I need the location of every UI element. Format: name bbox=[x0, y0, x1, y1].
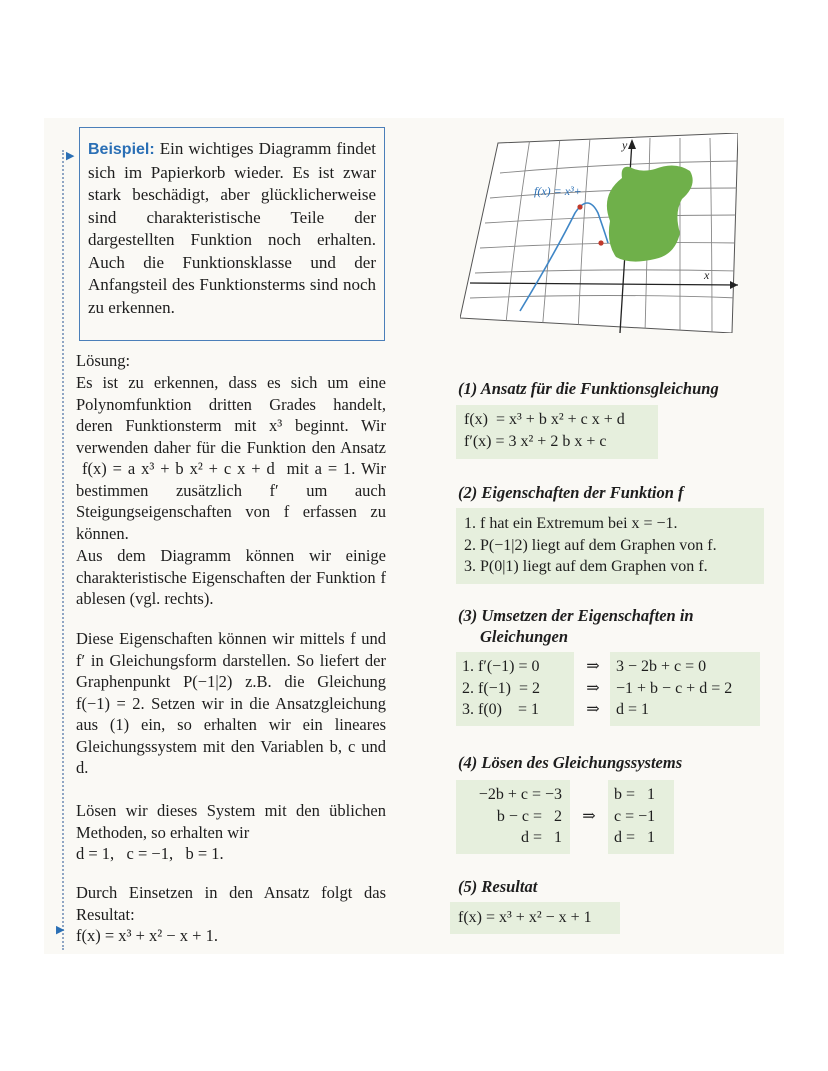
equation-line: −1 + b − c + d = 2 bbox=[616, 679, 733, 697]
bullet-marker-icon: ▶ bbox=[66, 150, 75, 162]
equation-line: 3. f(0) = 1 bbox=[462, 701, 540, 718]
paragraph-text: mit a = 1. Wir bestimmen zusätzlich f′ um auch Steigungseigenschaften von f erfassen zu können. bbox=[76, 459, 387, 543]
property-line: 1. f hat ein Extremum bei x = −1. bbox=[464, 515, 678, 532]
arrow-column bbox=[578, 656, 608, 721]
section-2-title: (2) Eigenschaften der Funktion f bbox=[458, 483, 684, 502]
equation-line: d = 1 bbox=[616, 701, 650, 718]
solution-paragraph-4 bbox=[76, 800, 386, 865]
equation-line: 3 − 2b + c = 0 bbox=[616, 658, 707, 675]
damaged-diagram bbox=[460, 133, 738, 333]
equation-line: −2b + c = −3 bbox=[478, 786, 562, 803]
solution-paragraph-5 bbox=[76, 882, 386, 947]
section-3-title-line: Gleichungen bbox=[480, 627, 569, 646]
example-text: Ein wichtiges Diagramm findet sich im Papierkorb wieder. Es ist zwar stark beschädigt, aber glücklicherweise sind charakteristische Teile der dargestellten Funktion noch erhalten. Auch die Funktionsklasse und der Anfangsteil des Funktionsterms sind noch zu erkennen. bbox=[88, 139, 376, 317]
equation-line: b = 1 bbox=[614, 786, 656, 803]
section-3-title bbox=[458, 605, 694, 647]
property-line: 2. P(−1|2) liegt auf dem Graphen von f. bbox=[464, 536, 717, 554]
section-3-right-box bbox=[610, 652, 760, 726]
implies-arrow-icon: ⇒ bbox=[586, 658, 600, 675]
final-result: f(x) = x³ + x² − x + 1 bbox=[458, 909, 592, 926]
graph-point bbox=[598, 240, 603, 245]
final-result-left: f(x) = x³ + x² − x + 1. bbox=[76, 926, 218, 945]
section-1-title: (1) Ansatz für die Funktionsgleichung bbox=[458, 379, 719, 398]
paragraph-text: Lösen wir dieses System mit den üblichen Methoden, so erhalten wir bbox=[76, 801, 386, 842]
equation-line: 1. f′(−1) = 0 bbox=[462, 658, 540, 675]
paragraph-text: Durch Einsetzen in den Ansatz folgt das Resultat: bbox=[76, 883, 386, 924]
paragraph-text: Es ist zu erkennen, dass es sich um eine Polynomfunktion dritten Grades handelt, deren Funktionsterm mit x³ beginnt. Wir verwenden daher für die Funktion den Ansatz bbox=[76, 373, 386, 457]
arrow-column bbox=[574, 806, 604, 826]
solution-paragraph-2: Aus dem Diagramm können wir einige charakteristische Eigenschaften der Funktion f ablesen (vgl. rechts). bbox=[76, 546, 386, 608]
graph-point bbox=[577, 204, 582, 209]
equation-line: 2. f(−1) = 2 bbox=[462, 679, 541, 697]
equation-line: b − c = 2 bbox=[496, 807, 562, 825]
section-4-title: (4) Lösen des Gleichungssystems bbox=[458, 753, 683, 772]
function-label: f(x) = x³+ bbox=[534, 184, 582, 198]
solved-values: d = 1, c = −1, b = 1. bbox=[76, 844, 224, 863]
section-3-left-box bbox=[456, 652, 574, 726]
section-4-right-box bbox=[608, 780, 674, 854]
section-3-title-line: (3) Umsetzen der Eigenschaften in bbox=[458, 606, 694, 625]
implies-arrow-icon: ⇒ bbox=[582, 808, 596, 825]
equation-line: d = 1 bbox=[614, 829, 656, 846]
solution-title: Lösung: bbox=[76, 351, 131, 370]
section-2-box bbox=[456, 508, 764, 584]
ansatz-formula: f(x) = a x³ + b x² + c x + d bbox=[82, 459, 275, 478]
equation-line: f(x) = x³ + b x² + c x + d bbox=[464, 411, 625, 428]
solution-paragraph-1 bbox=[76, 372, 386, 544]
example-box bbox=[79, 127, 385, 341]
bullet-marker-icon: ▶ bbox=[56, 924, 65, 936]
implies-arrow-icon: ⇒ bbox=[586, 679, 600, 697]
margin-dotted-line bbox=[62, 150, 64, 950]
equation-line: c = −1 bbox=[614, 807, 656, 825]
section-4-left-box bbox=[456, 780, 570, 854]
implies-arrow-icon: ⇒ bbox=[586, 701, 600, 718]
equation-line: f′(x) = 3 x² + 2 b x + c bbox=[464, 432, 607, 450]
section-5-title: (5) Resultat bbox=[458, 877, 538, 896]
x-axis-label: x bbox=[704, 268, 710, 282]
y-axis-label: y bbox=[622, 138, 628, 152]
property-line: 3. P(0|1) liegt auf dem Graphen von f. bbox=[464, 558, 708, 575]
example-label: Beispiel: bbox=[88, 141, 155, 158]
section-1-box bbox=[456, 405, 658, 459]
section-5-box bbox=[450, 902, 620, 934]
paper-sheet bbox=[460, 133, 738, 333]
solution-paragraph-3: Diese Eigenschaften können wir mittels f und f′ in Gleichungsform darstellen. So liefert der Graphenpunkt P(−1|2) z.B. die Gleichung f(−1) = 2. Setzen wir in die Ansatzgleichung aus (1) ein, so erhalten wir ein lineares Gleichungssystem mit den Variablen b, c und d. bbox=[76, 629, 386, 777]
equation-line: d = 1 bbox=[520, 829, 562, 846]
